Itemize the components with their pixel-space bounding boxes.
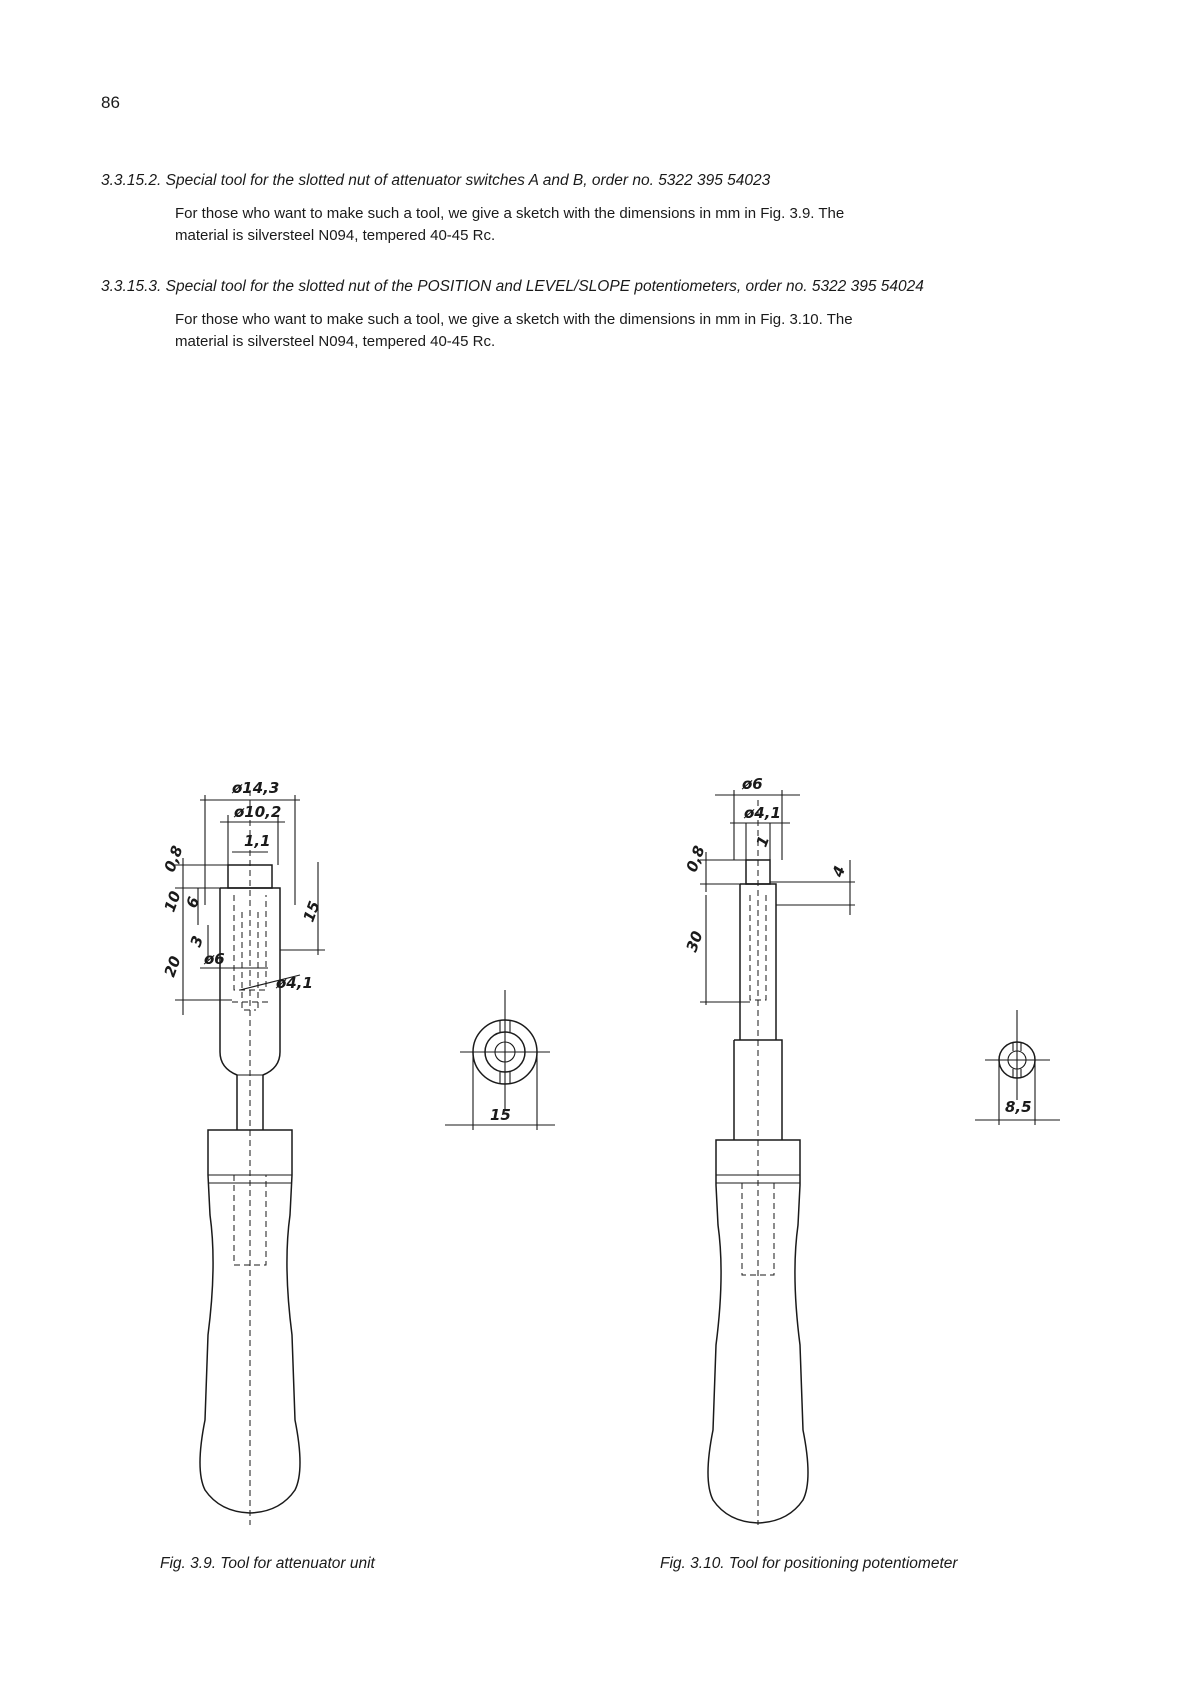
paragraph-line: material is silversteel N094, tempered 40-45 Rc. bbox=[175, 333, 496, 350]
paragraph-line: material is silversteel N094, tempered 40-45 Rc. bbox=[175, 227, 496, 244]
dim-h4: 4 bbox=[828, 863, 850, 880]
dim-d4: ø4,1 bbox=[276, 974, 313, 992]
page-number: 86 bbox=[101, 93, 120, 112]
dim-h08: 0,8 bbox=[160, 843, 187, 875]
dim-h08: 0,8 bbox=[682, 843, 709, 875]
figure-3-10-end-view bbox=[975, 1010, 1060, 1125]
dim-h30: 30 bbox=[682, 928, 707, 955]
figure-3-10-caption: Fig. 3.10. Tool for positioning potentiometer bbox=[660, 1555, 958, 1572]
dim-d14: ø14,3 bbox=[232, 779, 280, 797]
dim-d10: ø10,2 bbox=[234, 803, 282, 821]
paragraph-line: For those who want to make such a tool, we give a sketch with the dimensions in mm in Fig. 3.10. The bbox=[175, 311, 853, 328]
dim-d6: ø6 bbox=[204, 950, 225, 968]
dim-end85: 8,5 bbox=[1005, 1098, 1032, 1116]
dim-end15: 15 bbox=[490, 1106, 511, 1124]
section-heading-3-3-15-2: 3.3.15.2. Special tool for the slotted nut of attenuator switches A and B, order no. 5322 395 54023 bbox=[101, 172, 771, 189]
dim-d4: ø4,1 bbox=[744, 804, 781, 822]
dim-w1: 1,1 bbox=[244, 832, 271, 850]
dim-h10: 10 bbox=[160, 888, 185, 915]
dim-w1: 1 bbox=[752, 833, 774, 850]
dim-h15: 15 bbox=[299, 898, 324, 925]
figure-3-9-caption: Fig. 3.9. Tool for attenuator unit bbox=[160, 1555, 375, 1572]
figure-3-9-end-view bbox=[445, 990, 555, 1130]
figure-3-9-side-view bbox=[161, 779, 325, 1525]
section-heading-3-3-15-3: 3.3.15.3. Special tool for the slotted nut of the POSITION and LEVEL/SLOPE potentiometers, order no. 5322 395 54024 bbox=[101, 278, 924, 295]
paragraph-line: For those who want to make such a tool, we give a sketch with the dimensions in mm in Fig. 3.9. The bbox=[175, 205, 845, 222]
dim-h6: 6 bbox=[182, 894, 204, 911]
dim-d6: ø6 bbox=[742, 775, 763, 793]
dim-h20: 20 bbox=[160, 953, 185, 980]
dim-h3: 3 bbox=[186, 933, 208, 950]
figure-3-10-side-view bbox=[683, 775, 855, 1525]
